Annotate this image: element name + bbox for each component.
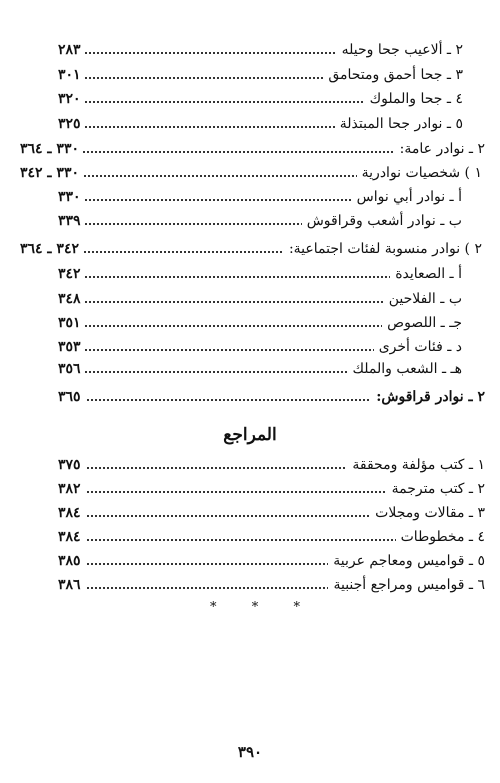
entry-page-number: ٣٤٨	[58, 288, 85, 310]
reference-entry	[0, 526, 500, 548]
entry-page-number: ٣٤٢	[58, 263, 85, 285]
toc-entry	[0, 64, 500, 86]
page-number: ٣٩٠	[237, 743, 263, 761]
entry-title: ٤ ـ مخطوطات	[396, 526, 485, 548]
toc-entry	[0, 288, 500, 310]
reference-entry	[0, 574, 500, 596]
entry-title: أ ـ الصعايدة	[390, 263, 462, 285]
entry-title: ١ ـ كتب مؤلفة ومحققة	[347, 454, 485, 476]
entry-title: ٣ ـ مقالات ومجلات	[370, 502, 485, 524]
entry-title: ٢ ) نوادر منسوبة لفئات اجتماعية:	[284, 238, 482, 260]
reference-entry	[0, 478, 500, 500]
entry-title: ٤ ـ جحا والملوك	[365, 88, 463, 110]
entry-title: ١ ) شخصيات نوادرية	[357, 162, 482, 184]
entry-page-number: ٣٨٤	[58, 526, 85, 548]
toc-entry	[0, 210, 500, 232]
toc-entry	[0, 263, 500, 285]
toc-entry	[0, 186, 500, 208]
entry-page-number: ٣٦٥	[58, 386, 85, 408]
toc-entry	[0, 88, 500, 110]
entry-title: ٥ ـ قواميس ومعاجم عربية	[328, 550, 485, 572]
toc-entry	[0, 39, 500, 61]
entry-title: ب ـ نوادر أشعب وقراقوش	[302, 210, 462, 232]
entry-page-number: ٣٨٥	[58, 550, 85, 572]
separator-star: *	[293, 600, 300, 615]
entry-page-number: ٣٥١	[58, 312, 85, 334]
entry-page-number: ٣٤٢ ـ ٣٦٤	[20, 238, 83, 260]
entry-page-number: ٢٨٣	[58, 39, 85, 61]
separator-star: *	[210, 600, 217, 615]
entry-title: ٦ ـ قواميس ومراجع أجنبية	[328, 574, 485, 596]
entry-page-number: ٣٣٠ ـ ٣٦٤	[20, 138, 83, 160]
toc-entry	[0, 336, 500, 358]
entry-title: ٢ ـ نوادر عامة:	[395, 138, 485, 160]
entry-title: أ ـ نوادر أبي نواس	[352, 186, 462, 208]
entry-page-number: ٣٣٠	[58, 186, 85, 208]
entry-page-number: ٣٨٦	[58, 574, 85, 596]
entry-title: د ـ فئات أخرى	[374, 336, 462, 358]
section-separator	[210, 600, 300, 615]
toc-entry	[0, 312, 500, 334]
entry-title: ٢ ـ كتب مترجمة	[387, 478, 485, 500]
entry-title: ب ـ الفلاحين	[384, 288, 462, 310]
entry-page-number: ٣٣٩	[58, 210, 85, 232]
entry-title: ٣ ـ جحا أحمق ومتحامق	[323, 64, 463, 86]
entry-page-number: ٣٥٣	[58, 336, 85, 358]
separator-star: *	[251, 600, 259, 615]
entry-title: جـ ـ اللصوص	[382, 312, 462, 334]
reference-entry	[0, 502, 500, 524]
entry-title: ٢ ـ ألاعيب جحا وحيله	[337, 39, 463, 61]
entry-page-number: ٣٣٠ ـ ٣٤٢	[20, 162, 83, 184]
entry-page-number: ٣٢٠	[58, 88, 85, 110]
toc-entry	[0, 386, 500, 408]
entry-page-number: ٣٨٤	[58, 502, 85, 524]
entry-page-number: ٣٥٦	[58, 358, 85, 380]
toc-entry	[0, 238, 500, 260]
toc-entry	[0, 358, 500, 380]
reference-entry	[0, 550, 500, 572]
toc-entry	[0, 162, 500, 184]
entry-page-number: ٣٠١	[58, 64, 85, 86]
entry-page-number: ٣٨٢	[58, 478, 85, 500]
references-heading: المراجع	[223, 425, 277, 445]
entry-title: ٥ ـ نوادر جحا المبتذلة	[335, 113, 463, 135]
toc-entry	[0, 138, 500, 160]
entry-title: هـ ـ الشعب والملك	[347, 358, 462, 380]
entry-page-number: ٣٢٥	[58, 113, 85, 135]
entry-page-number: ٣٧٥	[58, 454, 85, 476]
toc-entry	[0, 113, 500, 135]
reference-entry	[0, 454, 500, 476]
entry-title: ٢ ـ نوادر قراقوش:	[371, 386, 485, 408]
